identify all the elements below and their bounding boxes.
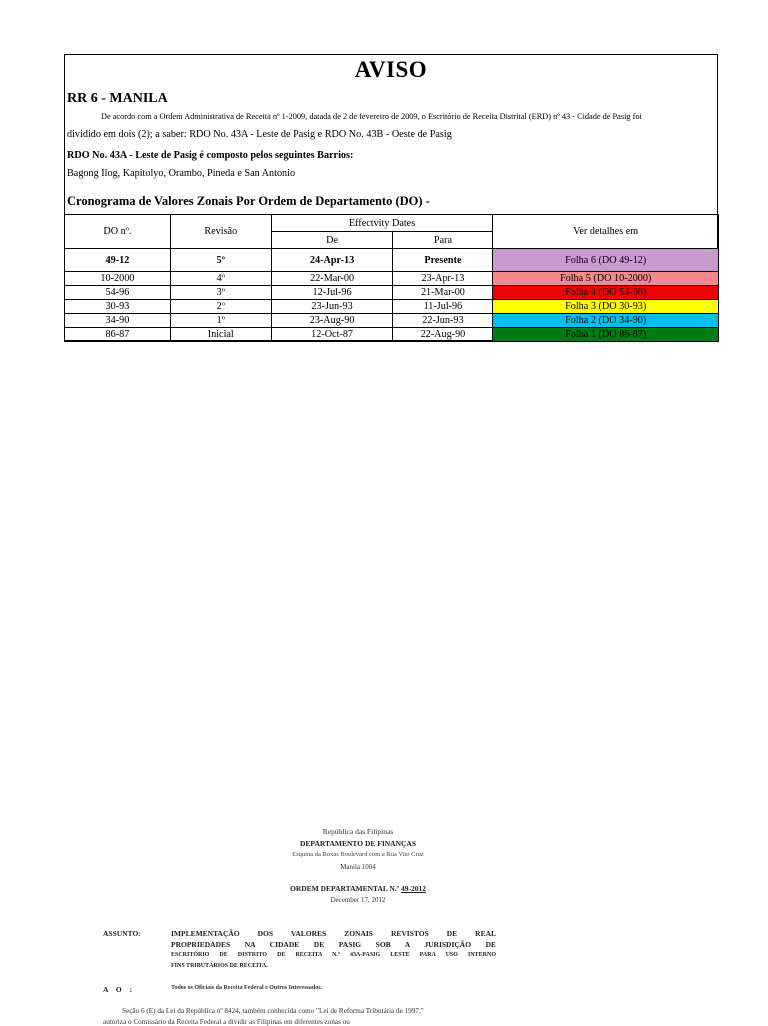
cell-revision: Inicial — [170, 328, 271, 342]
table-row — [65, 328, 719, 342]
notice-box — [64, 54, 718, 341]
cell-to: 22-Jun-93 — [393, 314, 493, 328]
table-row — [65, 286, 719, 300]
cell-from: 12-Oct-87 — [271, 328, 393, 342]
cell-revision: 2º — [170, 300, 271, 314]
intro-line-1: De acordo com a Ordem Administrativa de Receita nº 1-2009, datada de 2 de fevereiro de 2009, o Escritório de Receita Distrital (ERD) nº 43 - Cidade de Pasig foi — [101, 112, 642, 121]
schedule-title: Cronograma de Valores Zonais Por Ordem de Departamento (DO) - — [67, 194, 430, 208]
schedule-table — [64, 214, 719, 342]
cell-from: 23-Jun-93 — [271, 300, 393, 314]
memo-republic: República das Filipinas — [322, 827, 394, 836]
memo-to-label: A O : — [103, 985, 136, 994]
memo-body-line-1: Seção 6 (E) da Lei da República nº 8424, também conhecida como "Lei de Reforma Tributária de 1997," — [122, 1007, 424, 1015]
cell-revision: 3º — [170, 286, 271, 300]
cell-from: 24-Apr-13 — [271, 249, 393, 272]
cell-do: 49-12 — [65, 249, 171, 272]
region-heading: RR 6 - MANILA — [67, 91, 168, 106]
memo-subject-line-4: FINS TRIBUTÁRIOS DE RECEITA. — [171, 962, 268, 969]
cell-revision: 4º — [170, 272, 271, 286]
cell-from: 22-Mar-00 — [271, 272, 393, 286]
header-to: Para — [393, 232, 493, 249]
memo-date: December 17, 2012 — [330, 896, 386, 904]
sheet-link-2[interactable]: Folha 2 (DO 34-90) — [493, 314, 719, 328]
header-from: De — [271, 232, 393, 249]
header-revision: Revisão — [170, 215, 271, 249]
table-row — [65, 300, 719, 314]
cell-do: 54-96 — [65, 286, 171, 300]
sheet-link-4[interactable]: Folha 4 (DO 54-96) — [493, 286, 719, 300]
cell-from: 12-Jul-96 — [271, 286, 393, 300]
barrios-subheading: RDO No. 43A - Leste de Pasig é composto pelos seguintes Barrios: — [67, 150, 354, 161]
cell-do: 86-87 — [65, 328, 171, 342]
barrios-list: Bagong Ilog, Kapitolyo, Orambo, Pineda e San Antonio — [67, 168, 296, 179]
memo-city: Manila 1004 — [340, 863, 376, 871]
memo-subject — [171, 929, 496, 971]
cell-to: 23-Apr-13 — [393, 272, 493, 286]
cell-to: 22-Aug-90 — [393, 328, 493, 342]
cell-revision: 5º — [170, 249, 271, 272]
sheet-link-3[interactable]: Folha 3 (DO 30-93) — [493, 300, 719, 314]
header-do-no: DO nº. — [65, 215, 171, 249]
memo-address: Esquina da Roxas Boulevard com a Rua Vito Cruz — [292, 851, 424, 858]
memo-order-prefix: ORDEM DEPARTAMENTAL N.º — [290, 884, 400, 893]
table-row — [65, 249, 719, 272]
cell-to: Presente — [393, 249, 493, 272]
memo-department: DEPARTAMENTO DE FINANÇAS — [300, 839, 416, 848]
memo-subject-line-1: IMPLEMENTAÇÃO DOS VALORES ZONAIS REVISTOS DE REAL — [171, 929, 496, 938]
header-details: Ver detalhes em — [493, 215, 719, 249]
cell-do: 34-90 — [65, 314, 171, 328]
header-effectivity: Effectvity Dates — [271, 215, 493, 232]
memo-to-text: Todos os Oficiais da Receita Federal e Outros Interessados. — [171, 985, 323, 991]
cell-to: 11-Jul-96 — [393, 300, 493, 314]
sheet-link-5[interactable]: Folha 5 (DO 10-2000) — [493, 272, 719, 286]
cell-from: 23-Aug-90 — [271, 314, 393, 328]
memo-subject-label: ASSUNTO: — [103, 929, 141, 938]
table-row — [65, 314, 719, 328]
memo-order-number — [0, 884, 716, 893]
sheet-link-1[interactable]: Folha 1 (DO 86-87) — [493, 328, 719, 342]
cell-to: 21-Mar-00 — [393, 286, 493, 300]
memo-body-line-2: autoriza o Comissário da Receita Federal a dividir as Filipinas em diferentes zonas ou — [103, 1018, 350, 1026]
memo-subject-line-2: PROPRIEDADES NA CIDADE DE PASIG SOB A JURISDIÇÃO DE — [171, 939, 496, 949]
memo-subject-line-3: ESCRITÓRIO DE DISTRITO DE RECEITA N.º 43A-PASIG LESTE PARA USO INTERNO — [171, 952, 496, 958]
table-row — [65, 272, 719, 286]
cell-do: 30-93 — [65, 300, 171, 314]
notice-title: AVISO — [354, 57, 428, 82]
sheet-link-6[interactable]: Folha 6 (DO 49-12) — [493, 249, 719, 272]
cell-revision: 1º — [170, 314, 271, 328]
intro-line-2: dividido em dois (2); a saber: RDO No. 43A - Leste de Pasig e RDO No. 43B - Oeste de Pasig — [67, 129, 452, 140]
memo-order-num: 49-2012 — [400, 884, 426, 893]
cell-do: 10-2000 — [65, 272, 171, 286]
